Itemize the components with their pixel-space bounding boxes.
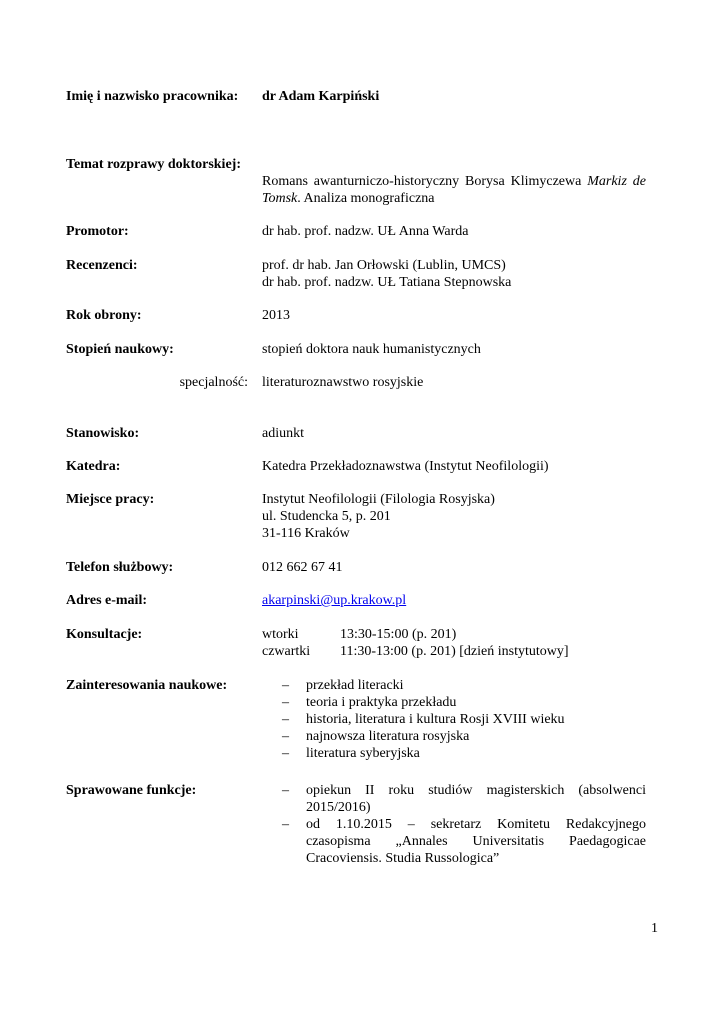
workplace-address: [262, 491, 646, 542]
workplace-line: Instytut Neofilologii (Filologia Rosyjska): [262, 492, 495, 507]
degree-label: Stopień naukowy:: [66, 342, 174, 357]
consultations-label: Konsultacje:: [66, 627, 143, 642]
phone-label: Telefon służbowy:: [66, 560, 174, 575]
consultation-day: wtorki: [262, 627, 299, 642]
interests-list: [282, 677, 646, 762]
reviewers-label: Recenzenci:: [66, 258, 138, 273]
list-item: – historia, literatura i kultura Rosji XVIII wieku: [282, 712, 565, 727]
interests-label: Zainteresowania naukowe:: [66, 678, 228, 693]
page-number: 1: [651, 921, 658, 936]
workplace-line: ul. Studencka 5, p. 201: [262, 509, 391, 524]
list-item: – opiekun II roku studiów magisterskich (absolwenci 2015/2016): [282, 783, 646, 815]
thesis-label: Temat rozprawy doktorskiej:: [66, 157, 241, 172]
functions-list: [282, 782, 646, 867]
specialty-label: specjalność:: [179, 375, 248, 390]
position-label: Stanowisko:: [66, 426, 140, 441]
consultations-table: [262, 626, 646, 660]
email-link[interactable]: akarpinski@up.krakow.pl: [262, 593, 407, 608]
dash-bullet: –: [282, 746, 289, 761]
list-item: – od 1.10.2015 – sekretarz Komitetu Redakcyjnego czasopisma „Annales Universitatis Paedagogicae Cracoviensis. Studia Russologica”: [282, 817, 646, 866]
dash-bullet: –: [282, 678, 289, 693]
dash-bullet: –: [282, 783, 289, 798]
consultation-time: 13:30-15:00 (p. 201): [340, 627, 457, 642]
department-value: Katedra Przekładoznawstwa (Instytut Neofilologii): [262, 459, 549, 474]
workplace-label: Miejsce pracy:: [66, 492, 155, 507]
employee-name: dr Adam Karpiński: [262, 89, 380, 104]
defense-year-label: Rok obrony:: [66, 308, 142, 323]
reviewer-line: dr hab. prof. nadzw. UŁ Tatiana Stepnowska: [262, 275, 512, 290]
list-item: – teoria i praktyka przekładu: [282, 695, 457, 710]
position-value: adiunkt: [262, 426, 304, 441]
list-item: – przekład literacki: [282, 678, 404, 693]
dash-bullet: –: [282, 712, 289, 727]
reviewer-line: prof. dr hab. Jan Orłowski (Lublin, UMCS): [262, 258, 506, 273]
email-field: [262, 592, 646, 609]
promotor-label: Promotor:: [66, 224, 129, 239]
degree-value: stopień doktora nauk humanistycznych: [262, 342, 481, 357]
thesis-text-before: Romans awanturniczo-historyczny Borysa Klimyczewa: [262, 174, 588, 189]
reviewers-list: [262, 257, 646, 291]
employee-label: Imię i nazwisko pracownika:: [66, 89, 239, 104]
consultation-day: czwartki: [262, 644, 311, 659]
defense-year-value: 2013: [262, 308, 290, 323]
workplace-line: 31-116 Kraków: [262, 526, 350, 541]
functions-label: Sprawowane funkcje:: [66, 783, 197, 798]
thesis-text-after: . Analiza monograficzna: [297, 191, 435, 206]
phone-value: 012 662 67 41: [262, 560, 343, 575]
thesis-italic-title: Markiz de Tomsk: [262, 174, 646, 206]
consultation-row: [262, 626, 646, 643]
dash-bullet: –: [282, 817, 289, 832]
consultation-row: [262, 643, 646, 660]
email-label: Adres e-mail:: [66, 593, 147, 608]
promotor-value: dr hab. prof. nadzw. UŁ Anna Warda: [262, 224, 469, 239]
list-item: – literatura syberyjska: [282, 746, 420, 761]
department-label: Katedra:: [66, 459, 121, 474]
thesis-title: [262, 173, 646, 207]
list-item: – najnowsza literatura rosyjska: [282, 729, 470, 744]
consultation-time: 11:30-13:00 (p. 201) [dzień instytutowy]: [340, 644, 569, 659]
dash-bullet: –: [282, 729, 289, 744]
specialty-value: literaturoznawstwo rosyjskie: [262, 375, 424, 390]
dash-bullet: –: [282, 695, 289, 710]
